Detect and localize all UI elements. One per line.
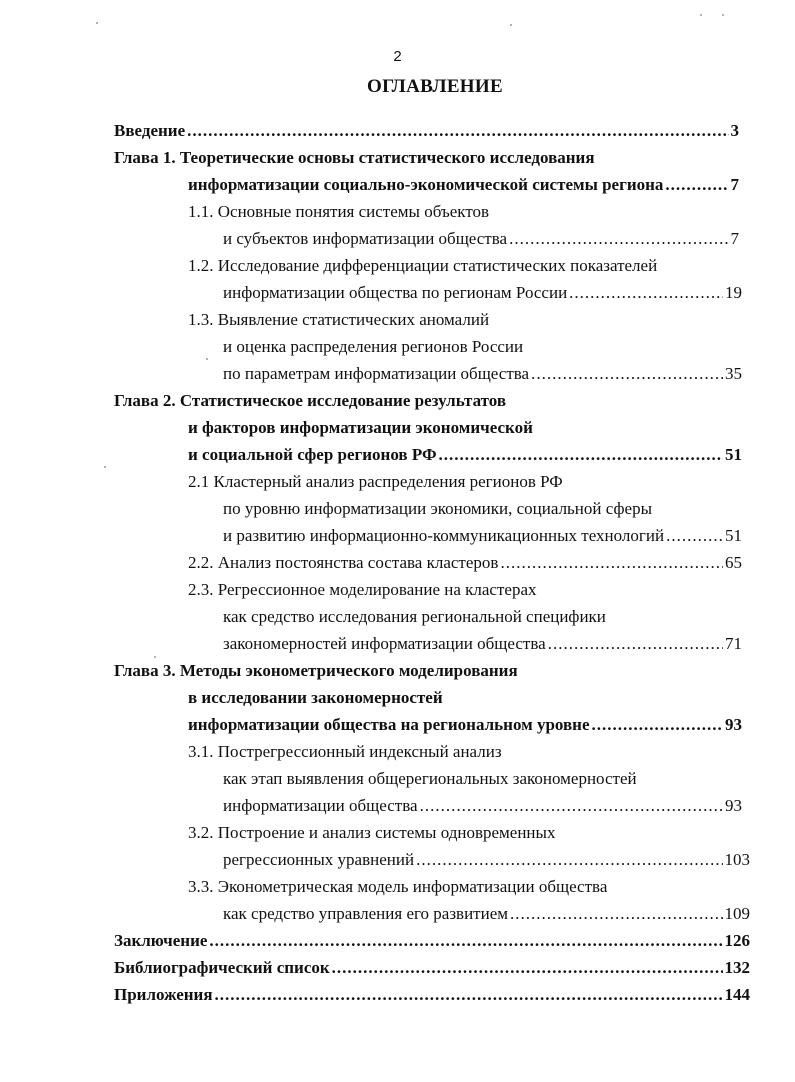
toc-section-1-1[interactable]	[223, 229, 739, 256]
scan-speck	[104, 466, 106, 468]
toc-entry-text: 2.3. Регрессионное моделирование на кластерах	[188, 580, 537, 599]
scan-speck	[96, 22, 98, 24]
toc-section-2-1-heading[interactable]	[188, 472, 563, 499]
toc-section-3-3-heading[interactable]	[188, 877, 607, 904]
toc-chapter-3-heading[interactable]	[114, 661, 518, 688]
scan-speck	[700, 14, 702, 16]
toc-section-3-1-line-2[interactable]	[223, 769, 637, 796]
toc-entry-text: и субъектов информатизации общества	[223, 229, 508, 248]
toc-section-3-3[interactable]	[223, 904, 750, 931]
toc-entry-page: 103	[724, 850, 750, 869]
toc-entry-text: и факторов информатизации экономической	[188, 418, 533, 437]
scan-speck	[206, 358, 208, 360]
toc-entry-page: 3	[730, 121, 739, 140]
toc-entry-text: информатизации общества	[223, 796, 418, 815]
toc-entry-page: 19	[725, 283, 742, 302]
toc-chapter-2-line-2[interactable]	[188, 418, 533, 445]
toc-entry-text: как этап выявления общерегиональных закономерностей	[223, 769, 637, 788]
toc-section-3-1[interactable]	[223, 796, 742, 823]
toc-entry-text: в исследовании закономерностей	[188, 688, 443, 707]
toc-entry-text: 1.3. Выявление статистических аномалий	[188, 310, 490, 329]
toc-entry-page: 132	[724, 958, 750, 977]
toc-entry-page: 65	[725, 553, 742, 572]
toc-entry-text: 1.1. Основные понятия системы объектов	[188, 202, 490, 221]
scan-speck	[510, 24, 512, 26]
toc-title: ОГЛАВЛЕНИЕ	[367, 76, 503, 97]
toc-chapter-2[interactable]	[188, 445, 742, 472]
toc-section-1-3-heading[interactable]	[188, 310, 489, 337]
toc-entry-text: Глава 3. Методы эконометрического моделирования	[114, 661, 518, 680]
toc-section-2-1[interactable]	[223, 526, 742, 553]
toc-entry-text: 1.2. Исследование дифференциации статистических показателей	[188, 256, 658, 275]
toc-entry-page: 51	[725, 445, 742, 464]
toc-entry-conclusion[interactable]	[114, 931, 750, 958]
toc-entry-page: 51	[725, 526, 742, 545]
toc-section-1-2-heading[interactable]	[188, 256, 657, 283]
toc-section-1-2[interactable]	[223, 283, 742, 310]
toc-chapter-3[interactable]	[188, 715, 742, 742]
toc-entry-text: 3.2. Построение и анализ системы одновременных	[188, 823, 556, 842]
toc-entry-text: Библиографический список	[114, 958, 330, 977]
toc-entry-text: 3.1. Пострегрессионный индексный анализ	[188, 742, 502, 761]
page-number: 2	[393, 48, 402, 65]
toc-section-2-2[interactable]	[188, 553, 742, 580]
toc-entry-page: 35	[725, 364, 742, 383]
scan-speck	[722, 14, 724, 16]
toc-entry-text: и развитию информационно-коммуникационных технологий	[223, 526, 665, 545]
toc-chapter-1[interactable]	[188, 175, 739, 202]
toc-entry-page: 7	[730, 229, 739, 248]
toc-entry-text: информатизации общества по регионам России	[223, 283, 568, 302]
toc-section-2-3[interactable]	[223, 634, 742, 661]
toc-entry-text: информатизации общества на региональном уровне	[188, 715, 590, 734]
toc-entry-page: 93	[725, 715, 742, 734]
toc-chapter-2-heading[interactable]	[114, 391, 506, 418]
toc-entry-text: и оценка распределения регионов России	[223, 337, 524, 356]
toc-entry-page: 93	[725, 796, 742, 815]
toc-section-2-1-line-2[interactable]	[223, 499, 652, 526]
toc-chapter-1-heading[interactable]	[114, 148, 595, 175]
toc-entry-introduction[interactable]	[114, 121, 739, 148]
toc-entry-text: Заключение	[114, 931, 208, 950]
toc-section-1-3-line-2[interactable]	[223, 337, 523, 364]
toc-entry-bibliography[interactable]	[114, 958, 750, 985]
toc-entry-page: 126	[724, 931, 750, 950]
toc-entry-text: Приложения	[114, 985, 213, 1004]
toc-entry-page: 7	[730, 175, 739, 194]
toc-section-3-2[interactable]	[223, 850, 750, 877]
toc-entry-page: 109	[724, 904, 750, 923]
toc-section-1-3[interactable]	[223, 364, 742, 391]
toc-entry-text: закономерностей информатизации общества	[223, 634, 546, 653]
toc-entry-text: по уровню информатизации экономики, социальной сферы	[223, 499, 652, 518]
toc-section-3-1-heading[interactable]	[188, 742, 502, 769]
toc-entry-text: 3.3. Эконометрическая модель информатизации общества	[188, 877, 608, 896]
toc-entry-text: Введение	[114, 121, 186, 140]
toc-entry-text: как средство исследования региональной специфики	[223, 607, 606, 626]
toc-entry-text: Глава 1. Теоретические основы статистического исследования	[114, 148, 595, 167]
toc-entry-page: 71	[725, 634, 742, 653]
toc-entry-text: регрессионных уравнений	[223, 850, 415, 869]
toc-entry-page: 144	[724, 985, 750, 1004]
toc-entry-text: по параметрам информатизации общества	[223, 364, 530, 383]
toc-section-2-3-line-2[interactable]	[223, 607, 606, 634]
toc-section-3-2-heading[interactable]	[188, 823, 555, 850]
toc-chapter-3-line-2[interactable]	[188, 688, 443, 715]
scan-speck	[154, 656, 156, 658]
toc-entry-text: как средство управления его развитием	[223, 904, 509, 923]
toc-entry-text: и социальной сфер регионов РФ	[188, 445, 437, 464]
toc-entry-text: 2.1 Кластерный анализ распределения регионов РФ	[188, 472, 563, 491]
toc-entry-text: информатизации социально-экономической системы региона	[188, 175, 664, 194]
toc-entry-appendices[interactable]	[114, 985, 750, 1012]
toc-entry-text: 2.2. Анализ постоянства состава кластеров	[188, 553, 499, 572]
toc-entry-text: Глава 2. Статистическое исследование результатов	[114, 391, 507, 410]
toc-section-1-1-heading[interactable]	[188, 202, 489, 229]
toc-section-2-3-heading[interactable]	[188, 580, 536, 607]
